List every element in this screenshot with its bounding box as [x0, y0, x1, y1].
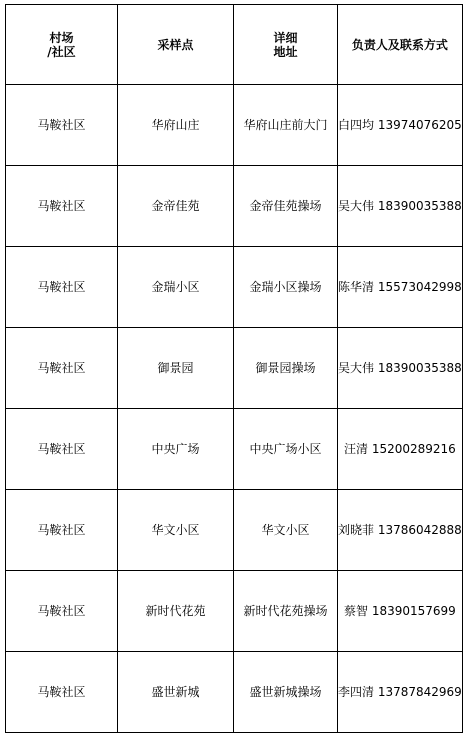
- cell-village: 马鞍社区: [6, 571, 118, 652]
- table-row: [6, 652, 463, 733]
- cell-site: 中央广场: [118, 409, 234, 490]
- cell-address: 盛世新城操场: [234, 652, 338, 733]
- header-village-line1: 村场: [49, 30, 74, 45]
- cell-site: 盛世新城: [118, 652, 234, 733]
- cell-contact: 吴大伟 18390035388: [338, 328, 463, 409]
- table-row: [6, 247, 463, 328]
- header-contact: 负责人及联系方式: [338, 5, 463, 85]
- header-row: [6, 5, 463, 85]
- cell-site: 华府山庄: [118, 85, 234, 166]
- table-row: [6, 571, 463, 652]
- table-row: [6, 85, 463, 166]
- cell-contact: 吴大伟 18390035388: [338, 166, 463, 247]
- cell-village: 马鞍社区: [6, 652, 118, 733]
- table-row: [6, 166, 463, 247]
- cell-site: 金帝佳苑: [118, 166, 234, 247]
- header-village: [6, 5, 118, 85]
- cell-address: 金瑞小区操场: [234, 247, 338, 328]
- sampling-site-table: [5, 4, 463, 733]
- header-address-line1: 详细: [273, 30, 298, 45]
- table-row: [6, 490, 463, 571]
- cell-address: 华府山庄前大门: [234, 85, 338, 166]
- cell-contact: 李四清 13787842969: [338, 652, 463, 733]
- header-village-line2: /社区: [47, 44, 76, 59]
- cell-contact: 刘晓菲 13786042888: [338, 490, 463, 571]
- cell-village: 马鞍社区: [6, 85, 118, 166]
- cell-site: 华文小区: [118, 490, 234, 571]
- cell-contact: 白四均 13974076205: [338, 85, 463, 166]
- cell-address: 新时代花苑操场: [234, 571, 338, 652]
- cell-site: 新时代花苑: [118, 571, 234, 652]
- cell-village: 马鞍社区: [6, 490, 118, 571]
- cell-address: 金帝佳苑操场: [234, 166, 338, 247]
- cell-village: 马鞍社区: [6, 247, 118, 328]
- header-site: 采样点: [118, 5, 234, 85]
- cell-site: 金瑞小区: [118, 247, 234, 328]
- header-address-line2: 地址: [273, 44, 298, 59]
- cell-address: 御景园操场: [234, 328, 338, 409]
- cell-contact: 蔡智 18390157699: [338, 571, 463, 652]
- table-row: [6, 328, 463, 409]
- cell-village: 马鞍社区: [6, 409, 118, 490]
- header-address: [234, 5, 338, 85]
- cell-village: 马鞍社区: [6, 328, 118, 409]
- cell-address: 华文小区: [234, 490, 338, 571]
- table-row: [6, 409, 463, 490]
- cell-village: 马鞍社区: [6, 166, 118, 247]
- cell-address: 中央广场小区: [234, 409, 338, 490]
- cell-contact: 汪清 15200289216: [338, 409, 463, 490]
- cell-contact: 陈华清 15573042998: [338, 247, 463, 328]
- cell-site: 御景园: [118, 328, 234, 409]
